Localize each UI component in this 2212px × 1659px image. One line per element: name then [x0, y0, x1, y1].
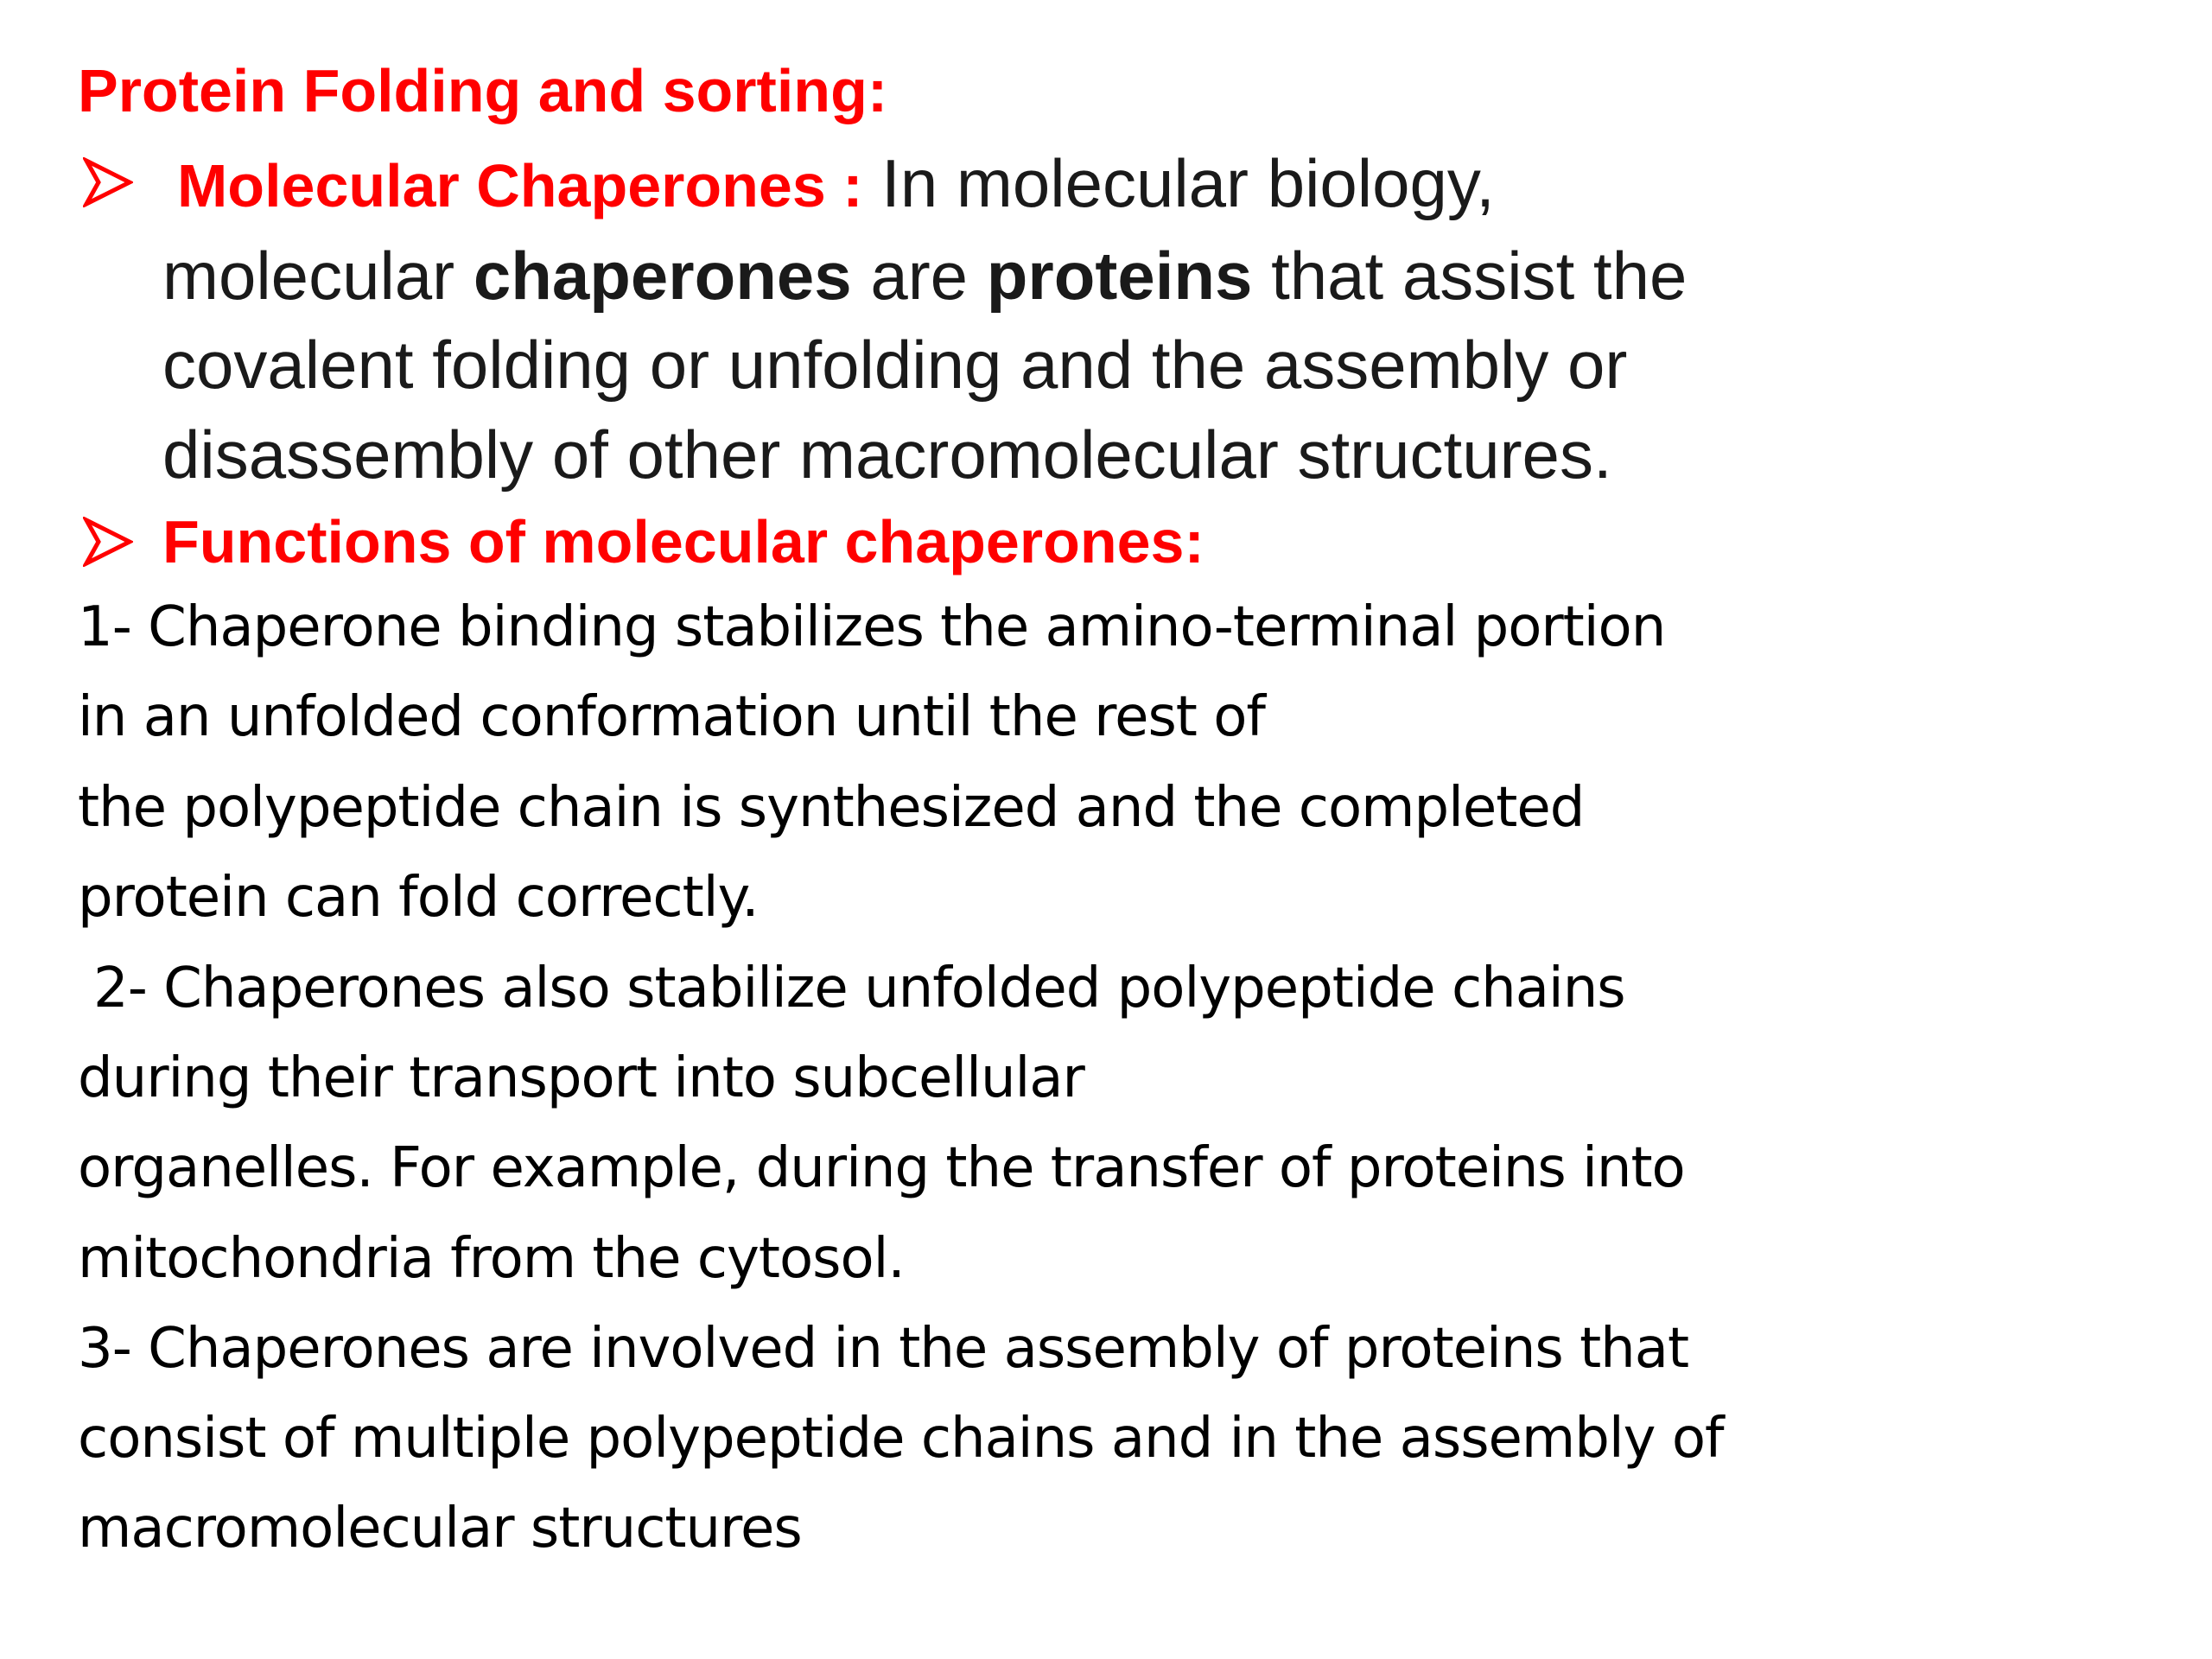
body-line: in an unfolded conformation until the rest of	[78, 685, 1265, 749]
definition-text: molecular	[162, 238, 474, 314]
definition-text: are	[851, 238, 987, 314]
body-line: consist of multiple polypeptide chains and in the assembly of	[78, 1407, 1724, 1471]
body-line: during their transport into subcellular	[78, 1046, 1084, 1110]
definition-line-3: covalent folding or unfolding and the assembly or	[162, 327, 1628, 403]
body-line: the polypeptide chain is synthesized and the completed	[78, 776, 1585, 840]
body-line: organelles. For example, during the transfer of proteins into	[78, 1136, 1685, 1200]
slide-title: Protein Folding and sorting:	[78, 57, 888, 124]
definition-line-2	[162, 238, 1688, 314]
body-line: protein can fold correctly.	[78, 866, 759, 930]
definition-bold-term: chaperones	[473, 238, 852, 314]
body-line: 2- Chaperones also stabilize unfolded polypeptide chains	[93, 957, 1625, 1020]
body-line: 1- Chaperone binding stabilizes the amino-terminal portion	[78, 595, 1666, 659]
body-line: macromolecular structures	[78, 1497, 802, 1560]
definition-line-4: disassembly of other macromolecular structures.	[162, 416, 1612, 493]
definition-text: that assist the	[1252, 238, 1688, 314]
definition-line-1	[177, 145, 1495, 221]
body-line: mitochondria from the cytosol.	[78, 1227, 905, 1291]
arrowhead-bullet-icon	[83, 517, 133, 567]
arrowhead-bullet-icon	[83, 157, 133, 207]
molecular-chaperones-heading: Molecular Chaperones :	[177, 152, 863, 219]
definition-bold-term: proteins	[986, 238, 1253, 314]
body-line: 3- Chaperones are involved in the assembly of proteins that	[78, 1317, 1689, 1381]
functions-heading: Functions of molecular chaperones:	[162, 508, 1205, 575]
definition-text: In molecular biology,	[862, 145, 1495, 221]
